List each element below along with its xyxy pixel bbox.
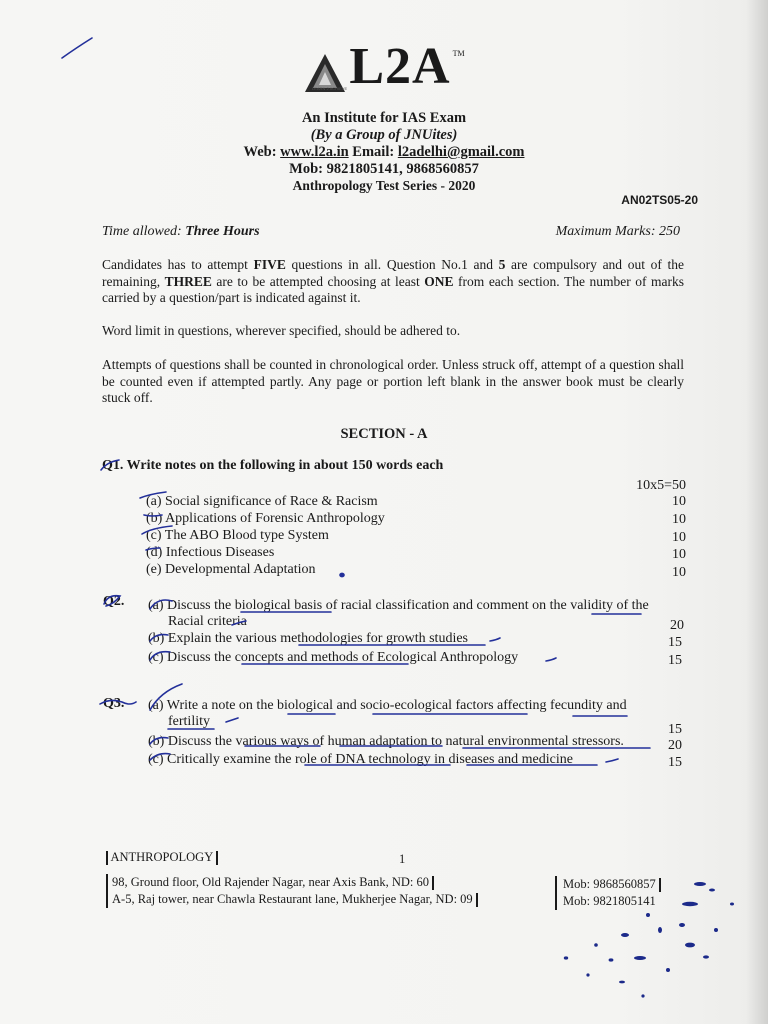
p1-bold: THREE (164, 273, 212, 289)
item-label: (b) (146, 511, 163, 526)
q3-item-marks: 15 (668, 755, 682, 770)
p1-part: Candidates has to attempt (102, 257, 254, 272)
p1-bold: 5 (498, 257, 506, 272)
divider (216, 851, 218, 865)
institute-subtitle: An Institute for IAS Exam (301, 110, 467, 126)
item-label: (b) (148, 734, 165, 749)
subject-label: ANTHROPOLOGY (110, 850, 213, 864)
instruction-paragraph-3: Attempts of questions shall be counted in chronological order. Unless struck off, attempt of a question shall be counted even if attempted partly. Any page or portion left blank in the answer book must be clearly stuck off. (102, 357, 684, 405)
pen-q2-mark (104, 596, 120, 606)
page-edge-shadow (746, 0, 768, 1024)
divider (106, 851, 108, 865)
item-label: (c) (148, 650, 164, 665)
pen-tick-3c (150, 754, 170, 760)
p1-bold: FIVE (253, 257, 286, 272)
item-label: (c) (148, 752, 164, 767)
pen-tick-d (146, 548, 160, 550)
p1-part: are compulsory and out of the remaining, (102, 257, 685, 289)
q2-item-marks: 15 (668, 653, 682, 668)
time-label: Time allowed: (102, 224, 182, 239)
q3-item-marks: 15 (668, 722, 682, 737)
time-value: Three Hours (185, 224, 260, 239)
pen-tick-2c (150, 652, 170, 660)
footer-mobiles (555, 876, 661, 910)
email-link[interactable]: l2adelhi@gmail.com (397, 144, 525, 160)
item-text: Applications of Forensic Anthropology (165, 511, 385, 526)
divider (659, 878, 661, 892)
paper-code: AN02TS05-20 (621, 193, 698, 207)
pen-tick-3b (150, 738, 168, 744)
pen-dash (226, 718, 238, 722)
address-line-2 (112, 891, 478, 908)
q1-item-marks: 10 (672, 530, 686, 545)
item-text: Discuss the concepts and methods of Ecological Anthropology (167, 650, 519, 665)
marks-label: Maximum Marks: (555, 224, 656, 239)
addr1-text: 98, Ground floor, Old Rajender Nagar, near Axis Bank, ND: 60 (112, 875, 429, 889)
item-text: Social significance of Race & Racism (165, 494, 378, 509)
item-text: Write a note on the biological and socio-ecological factors affecting fecundity and (166, 698, 627, 713)
q2-item-marks: 20 (670, 618, 684, 633)
mob2-text: Mob: 9821805141 (563, 894, 656, 908)
addr2-text: A-5, Raj tower, near Chawla Restaurant lane, Mukherjee Nagar, ND: 09 (112, 892, 473, 906)
address-line-1 (112, 874, 478, 891)
institute-group: (By a Group of JNUites) (310, 127, 458, 143)
mob-line-1 (563, 876, 661, 893)
item-text: Explain the various methodologies for growth studies (167, 631, 469, 646)
p1-bold: ONE (424, 273, 454, 289)
item-label: (d) (146, 545, 163, 560)
pen-dash (546, 658, 556, 661)
pen-mark-stroke (62, 38, 92, 58)
p1-part: are to be attempted choosing at least (211, 273, 425, 289)
mobile-line: Mob: 9821805141, 9868560857 (289, 161, 479, 177)
instruction-paragraph-2: Word limit in questions, wherever specified, should be adhered to. (102, 323, 461, 338)
item-label: (a) (148, 598, 164, 613)
item-text: Infectious Diseases (165, 545, 275, 560)
pen-tick-b (144, 515, 162, 516)
q1-text: Write notes on the following in about 150 words each (126, 458, 444, 473)
q2-item-marks: 15 (668, 635, 682, 650)
q1-item-marks: 10 (672, 512, 686, 527)
item-text: Critically examine the role of DNA technology in diseases and medicine (167, 752, 573, 767)
pen-tick-a (140, 492, 166, 498)
item-text: The ABO Blood type System (164, 528, 329, 543)
footer-addresses (106, 874, 478, 908)
pen-q3-mark (100, 700, 136, 704)
q1-total-marks: 10x5=50 (636, 478, 686, 493)
pen-dash (232, 621, 246, 625)
mob1-text: Mob: 9868560857 (563, 877, 656, 891)
q3-number: Q3. (103, 696, 125, 711)
item-label: (c) (146, 528, 162, 543)
section-title: SECTION - A (340, 426, 428, 442)
q1-item-marks: 10 (672, 494, 686, 509)
pen-tick-q1 (101, 460, 119, 470)
pen-tick-3a (150, 684, 182, 710)
item-label: (a) (148, 698, 164, 713)
page-number: 1 (399, 852, 406, 866)
web-link[interactable]: www.l2a.in (280, 144, 349, 160)
email-label: Email: (352, 144, 395, 160)
footer-subject (106, 850, 218, 865)
q3-item-continuation: fertility (168, 714, 210, 729)
trademark-mark: TM (452, 49, 465, 58)
web-label: Web: (243, 144, 277, 160)
p1-part: questions in all. Question No.1 and (285, 257, 499, 272)
divider (432, 876, 434, 890)
divider (476, 893, 478, 907)
pen-dash (606, 759, 618, 762)
mob-line-2 (563, 893, 661, 910)
item-text: Developmental Adaptation (165, 562, 316, 577)
logo-text: L2A (349, 38, 451, 95)
pen-tick-2b (150, 635, 168, 641)
q2-number: Q2. (103, 594, 125, 609)
item-label: (a) (146, 494, 162, 509)
marks-value: 250 (659, 224, 680, 239)
q2-item-continuation: Racial criteria (168, 614, 247, 629)
q1-number: Q1. (102, 458, 124, 473)
pen-dot (340, 573, 344, 576)
logo-caption: LEARN 2 ACHIEVE (312, 86, 348, 91)
pen-tick-2a (150, 600, 172, 609)
item-text: Discuss the biological basis of racial classification and comment on the validity of the (167, 598, 649, 613)
q1-item-marks: 10 (672, 565, 686, 580)
item-text: Discuss the various ways of human adaptation to natural environmental stressors. (167, 734, 624, 749)
pen-tick-c (142, 526, 172, 534)
p1-part: from each section. The number of marks carried by a question/part is indicated against it. (102, 273, 684, 305)
item-label: (e) (146, 562, 162, 577)
q1-item-marks: 10 (672, 547, 686, 562)
pen-dash (490, 638, 500, 641)
q3-item-marks: 20 (668, 738, 682, 753)
test-series-title: Anthropology Test Series - 2020 (292, 178, 476, 193)
item-label: (b) (148, 631, 165, 646)
